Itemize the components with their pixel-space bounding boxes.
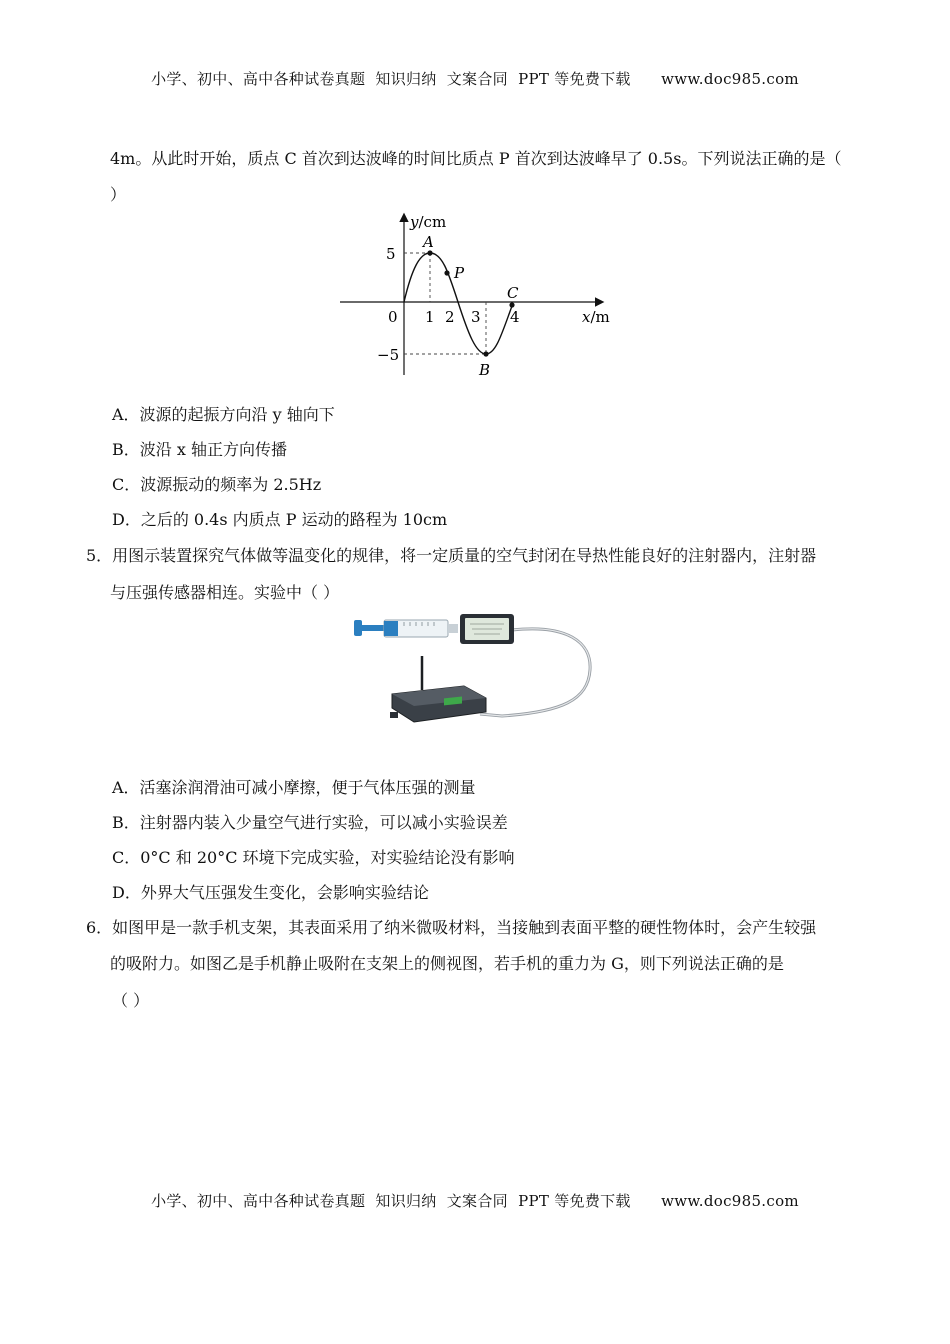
- point-A: [427, 250, 432, 255]
- q6-text-line1: 6．如图甲是一款手机支架，其表面采用了纳米微吸材料，当接触到表面平整的硬性物体时，会产生较强: [86, 918, 817, 937]
- q4-option-d: D．之后的 0.4s 内质点 P 运动的路程为 10cm: [112, 510, 448, 529]
- q5-text-line2: 与压强传感器相连。实验中（ ）: [110, 583, 340, 602]
- q5-option-a: A．活塞涂润滑油可减小摩擦，便于气体压强的测量: [112, 778, 476, 797]
- q4-text-line2: ）: [110, 185, 127, 204]
- q4-option-b: B．波沿 x 轴正方向传播: [112, 440, 287, 459]
- q5-option-c: C．0°C 和 20°C 环境下完成实验，对实验结论没有影响: [112, 848, 515, 867]
- q4-text-line1: 4m。从此时开始，质点 C 首次到达波峰的时间比质点 P 首次到达波峰早了 0.5s。下列说法正确的是（: [110, 149, 842, 168]
- label-P: P: [454, 264, 465, 282]
- page-header: 小学、初中、高中各种试卷真题 知识归纳 文案合同 PPT 等免费下载 www.doc985.com: [151, 70, 799, 88]
- point-B: [483, 351, 488, 356]
- label-B: B: [479, 361, 491, 379]
- y-axis-label: y/cm: [410, 213, 447, 231]
- y-tick-neg5: −5: [377, 346, 400, 364]
- q4-option-c: C．波源振动的频率为 2.5Hz: [112, 475, 322, 494]
- x-tick-4: 4: [510, 308, 520, 326]
- point-P: [444, 270, 449, 275]
- syringe-plunger-handle: [354, 620, 362, 636]
- x-tick-3: 3: [471, 308, 481, 326]
- y-tick-5: 5: [386, 245, 396, 263]
- q5-option-b: B．注射器内装入少量空气进行实验，可以减小实验误差: [112, 813, 508, 832]
- label-C: C: [507, 284, 519, 302]
- syringe-apparatus-figure: [352, 612, 602, 732]
- page-footer: 小学、初中、高中各种试卷真题 知识归纳 文案合同 PPT 等免费下载 www.doc985.com: [151, 1192, 799, 1210]
- wave-graph: [330, 205, 630, 385]
- x-tick-1: 1: [425, 308, 435, 326]
- x-axis-label: x/m: [582, 308, 610, 326]
- point-C: [509, 302, 514, 307]
- q5-text-line1: 5．用图示装置探究气体做等温变化的规律，将一定质量的空气封闭在导热性能良好的注射器内，注射器: [86, 546, 817, 565]
- x-tick-2: 2: [445, 308, 455, 326]
- x-tick-0: 0: [388, 308, 398, 326]
- q6-text-line3: （ ）: [112, 991, 150, 1010]
- label-A: A: [423, 233, 434, 251]
- q5-option-d: D．外界大气压强发生变化，会影响实验结论: [112, 883, 429, 902]
- q4-option-a: A．波源的起振方向沿 y 轴向下: [112, 405, 335, 424]
- q6-text-line2: 的吸附力。如图乙是手机静止吸附在支架上的侧视图，若手机的重力为 G，则下列说法正确的是: [110, 954, 784, 973]
